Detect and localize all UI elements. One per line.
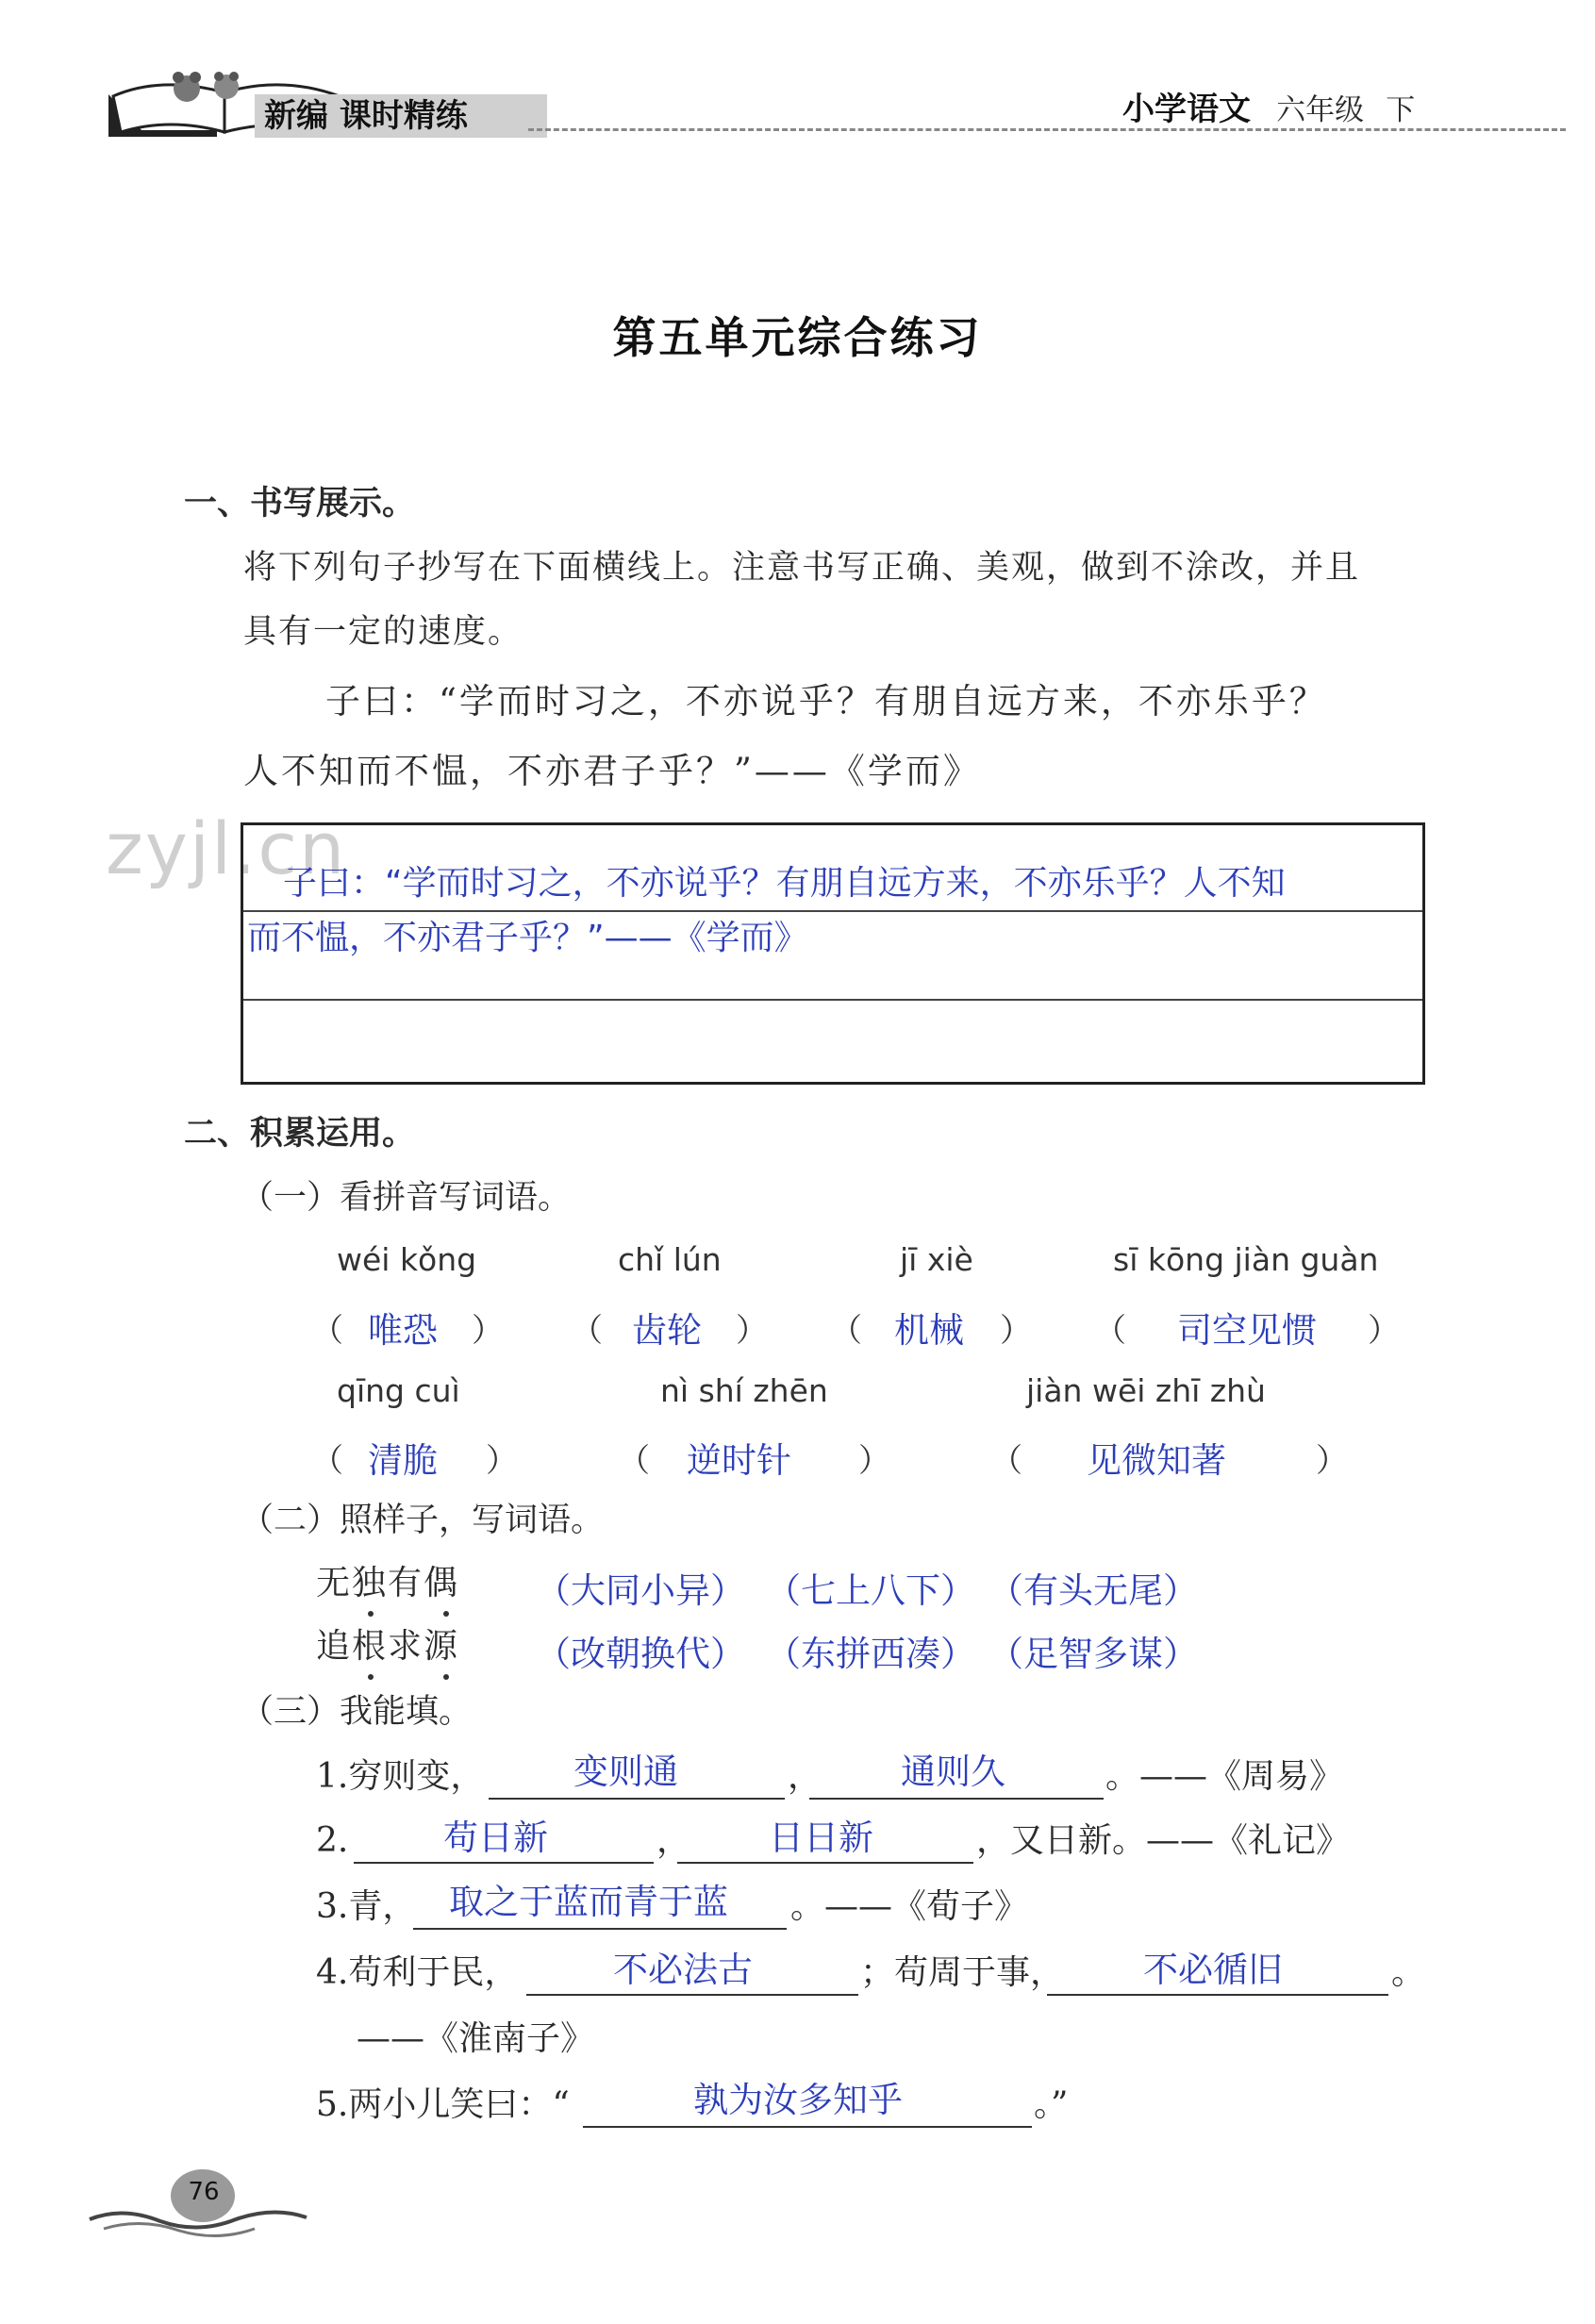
answer-3: 机械 [894, 1310, 964, 1351]
answer-2: 齿轮 [632, 1310, 702, 1351]
q3-answer-1: 取之于蓝而青于蓝 [449, 1882, 728, 1922]
paren-open: （ [311, 1442, 343, 1480]
paren-open: （ [830, 1312, 862, 1350]
paren-close: ） [858, 1442, 890, 1480]
pinyin-3: jī xiè [900, 1241, 973, 1278]
emphasis-dot [368, 1611, 374, 1617]
page-title: 第五单元综合练习 [612, 312, 983, 363]
q4-source: ——《淮南子》 [357, 2019, 595, 2058]
q1-prefix: 1.穷则变， [316, 1757, 485, 1796]
answer-7: 见微知著 [1087, 1440, 1226, 1481]
blank-line [354, 1862, 654, 1864]
paren-open: （ [571, 1312, 603, 1350]
answer-1: 唯恐 [368, 1310, 438, 1351]
pattern-answer-1-1: （大同小异） [536, 1570, 745, 1611]
paren-open: （ [1094, 1312, 1126, 1350]
example-word-1: 无独有偶 [316, 1564, 460, 1602]
part2-label: （二）照样子，写词语。 [241, 1502, 605, 1539]
q2-prefix: 2. [316, 1821, 349, 1860]
q2-sep: ， [656, 1821, 691, 1860]
emphasis-dot [443, 1611, 449, 1617]
pinyin-4: sī kōng jiàn guàn [1113, 1241, 1379, 1278]
section2-heading: 二、积累运用。 [184, 1115, 416, 1153]
paren-open: （ [618, 1442, 650, 1480]
copy-answer-2: 而不愠，不亦君子乎？”——《学而》 [247, 919, 808, 957]
answer-5: 清脆 [368, 1440, 438, 1481]
q4-prefix: 4.苟利于民， [316, 1953, 519, 1992]
q4-answer-2: 不必循旧 [1143, 1950, 1283, 1990]
q5-prefix: 5.两小儿笑曰：“ [316, 2085, 570, 2124]
pinyin-2: chǐ lún [618, 1241, 722, 1278]
q2-answer-1: 苟日新 [443, 1818, 548, 1858]
emphasis-dot [443, 1674, 449, 1680]
q3-prefix: 3.青， [316, 1887, 417, 1926]
blank-line [1047, 1994, 1388, 1996]
paren-close: ） [472, 1312, 504, 1350]
copy-answer-1: 子曰：“学而时习之，不亦说乎？有朋自远方来，不亦乐乎？人不知 [283, 864, 1286, 903]
pinyin-1: wéi kǒng [337, 1241, 477, 1278]
q5-suffix: 。” [1034, 2085, 1069, 2124]
blank-line [413, 1928, 787, 1930]
example-word-2: 追根求源 [316, 1627, 460, 1666]
pattern-answer-2-1: （改朝换代） [536, 1634, 745, 1674]
page-number: 76 [188, 2178, 220, 2206]
section1-instruction-1: 将下列句子抄写在下面横线上。注意书写正确、美观，做到不涂改，并且 [243, 549, 1361, 587]
answer-4: 司空见惯 [1177, 1310, 1317, 1351]
pattern-answer-1-3: （有头无尾） [989, 1570, 1198, 1611]
volume-label: 下 [1386, 93, 1416, 127]
emphasis-dot [368, 1674, 374, 1680]
q5-answer-1: 孰为汝多知乎 [693, 2080, 903, 2120]
q4-answer-1: 不必法古 [613, 1950, 753, 1990]
part3-label: （三）我能填。 [241, 1693, 473, 1731]
q4-mid: ；苟周于事， [860, 1953, 1065, 1992]
pinyin-6: nì shí zhēn [660, 1372, 828, 1409]
quote-line-2: 人不知而不愠，不亦君子乎？”——《学而》 [243, 751, 981, 791]
paren-open: （ [990, 1442, 1022, 1480]
paren-close: ） [736, 1312, 768, 1350]
header-dashed-rule [528, 128, 1566, 131]
q1-sep: ， [788, 1757, 822, 1796]
q2-answer-2: 日日新 [769, 1818, 873, 1858]
section1-instruction-2: 具有一定的速度。 [243, 613, 523, 651]
pinyin-7: jiàn wēi zhī zhù [1026, 1372, 1266, 1409]
blank-line [489, 1798, 785, 1800]
paren-open: （ [311, 1312, 343, 1350]
watermark: zyjl.cn [106, 806, 347, 890]
answer-6: 逆时针 [687, 1440, 791, 1481]
part1-label: （一）看拼音写词语。 [241, 1179, 572, 1217]
blank-line [583, 2126, 1032, 2128]
pattern-answer-1-2: （七上八下） [766, 1570, 975, 1611]
blank-line [809, 1798, 1104, 1800]
paren-close: ） [1316, 1442, 1348, 1480]
blank-line [677, 1862, 973, 1864]
q1-suffix: 。——《周易》 [1105, 1757, 1344, 1796]
pattern-answer-2-2: （东拼西凑） [766, 1634, 975, 1674]
pattern-answer-2-3: （足智多谋） [989, 1634, 1198, 1674]
grade-label: 六年级 [1276, 93, 1365, 127]
header-subject [1122, 83, 1415, 129]
q4-suffix: 。 [1391, 1953, 1426, 1992]
paren-close: ） [1368, 1312, 1400, 1350]
q1-answer-2: 通则久 [901, 1751, 1005, 1792]
writing-line-2 [243, 999, 1422, 1001]
quote-line-1: 子曰：“学而时习之，不亦说乎？有朋自远方来，不亦乐乎？ [325, 681, 1327, 722]
q3-suffix: 。——《荀子》 [790, 1887, 1029, 1926]
paren-close: ） [1000, 1312, 1032, 1350]
q1-answer-1: 变则通 [573, 1751, 678, 1792]
subject-label: 小学语文 [1122, 91, 1251, 128]
paren-close: ） [486, 1442, 518, 1480]
blank-line [526, 1994, 858, 1996]
series-title: 新编 课时精练 [264, 97, 468, 135]
pinyin-5: qīng cuì [337, 1372, 460, 1409]
q2-suffix: ，又日新。——《礼记》 [976, 1821, 1351, 1860]
section1-heading: 一、书写展示。 [184, 485, 416, 523]
